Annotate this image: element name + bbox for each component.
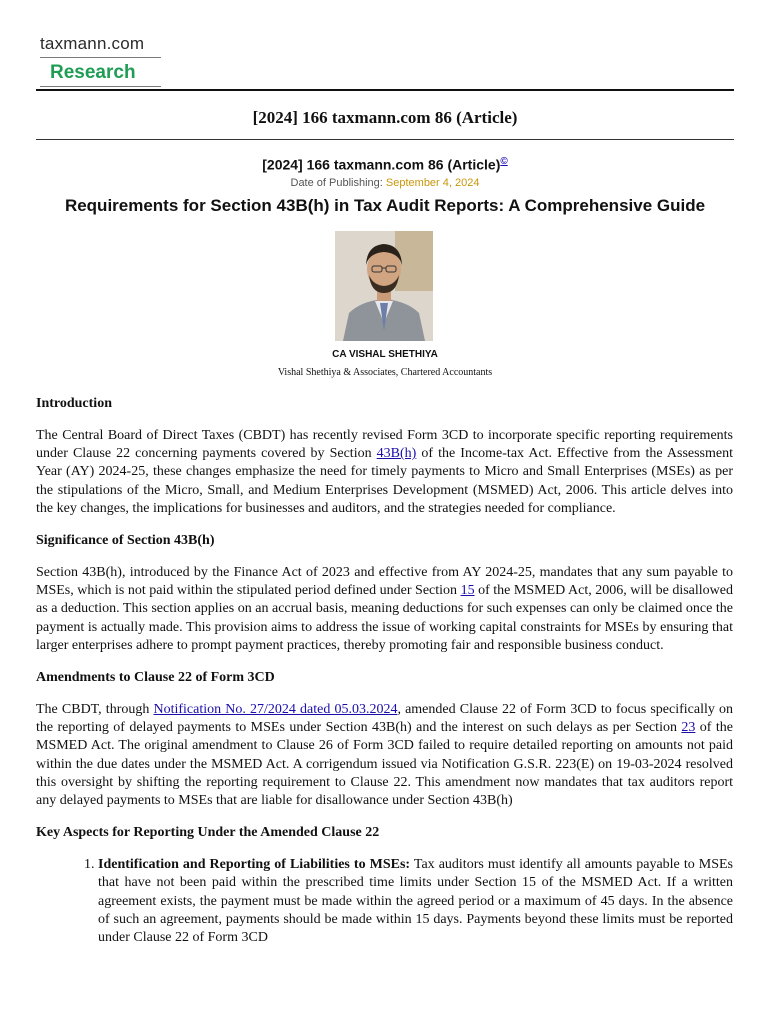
logo-wordmark: taxmann.com (40, 34, 145, 53)
significance-paragraph (36, 564, 733, 655)
article-citation (36, 156, 734, 173)
intro-paragraph (36, 427, 733, 518)
amendments-text-c: of the MSMED Act. The original amendment to Clause 26 of Form 3CD failed to require detailed reporting on amounts not paid within the due dates under the MSMED Act. A corrigendum issued via Notification G.S.R. 223(E) on 19-03-2024 resolved this oversight by shifting the reporting requirement to Clause 22. This amendment now mandates that tax auditors report any delayed payments to MSEs that are liable for disallowance under Section 43B(h) (36, 720, 733, 809)
logo-divider-bottom (40, 86, 161, 87)
intro-text-a: The Central Board of Direct Taxes (CBDT) has recently revised Form 3CD to incorporate specific reporting requirements under Clause 22 concerning payments covered by Section (36, 428, 733, 462)
copyright-link[interactable]: © (500, 156, 508, 167)
list-item-title: Identification and Reporting of Liabilities to MSEs: (98, 857, 411, 873)
publish-date-value: September 4, 2024 (385, 177, 480, 189)
notification-link[interactable]: Notification No. 27/2024 dated 05.03.2024 (153, 702, 398, 718)
header-citation: [2024] 166 taxmann.com 86 (Article) (252, 108, 518, 127)
logo-research-label: Research (50, 62, 136, 83)
key-aspects-heading: Key Aspects for Reporting Under the Amended Clause 22 (36, 825, 380, 841)
article-title: Requirements for Section 43B(h) in Tax Audit Reports: A Comprehensive Guide (64, 196, 706, 215)
publish-date-label: Date of Publishing: (290, 177, 383, 189)
section-15-link[interactable]: 15 (460, 583, 475, 599)
amendments-text-b: , amended Clause 22 of Form 3CD to focus specifically on the reporting of delayed payments to MSEs under Section 43B(h) and the interest on such delays as per Section (36, 702, 733, 736)
intro-heading: Introduction (36, 396, 112, 411)
publish-date (36, 177, 734, 189)
author-photo-illustration (335, 231, 433, 341)
list-item-text: Tax auditors must identify all amounts payable to MSEs that have not been paid within the prescribed time limits under Section 15 of the MSMED Act. If a written agreement exists, the payment must be made within the agreed period or a maximum of 45 days. In the absence of such an agreement, payments should be made within 15 days. Payments beyond these limits must be reported under Clause 22 of Form 3CD (98, 857, 733, 946)
list-item (98, 856, 733, 947)
significance-text-b: of the MSMED Act, 2006, will be disallowed as a deduction. This section applies on an accrual basis, meaning deductions for such expenses can only be claimed once the payment is actually made. This provision aims to address the issue of working capital constraints for MSEs by ensuring that larger enterprises adhere to prompt payment practices, thereby promoting fair and responsible business conduct. (36, 583, 733, 653)
author-affiliation: Vishal Shethiya & Associates, Chartered Accountants (277, 367, 493, 378)
author-name: CA VISHAL SHETHIYA (332, 349, 438, 360)
amendments-text-a: The CBDT, through (36, 702, 154, 718)
logo-divider (40, 57, 161, 58)
article-body (36, 395, 733, 947)
key-aspects-list (36, 856, 733, 947)
header-rule-thin (36, 139, 734, 140)
significance-heading: Significance of Section 43B(h) (36, 533, 215, 549)
author-photo (335, 231, 433, 341)
article-citation-text: [2024] 166 taxmann.com 86 (Article) (262, 156, 501, 173)
amendments-paragraph (36, 701, 733, 810)
section-23-link[interactable]: 23 (681, 720, 696, 736)
section-43bh-link[interactable]: 43B(h) (376, 446, 417, 462)
taxmann-logo[interactable] (40, 34, 161, 87)
header-rule (36, 89, 734, 91)
intro-text-b: of the Income-tax Act. Effective from the Assessment Year (AY) 2024-25, these changes emphasize the need for timely payments to Micro and Small Enterprises (MSEs) as per the stipulations of the Micro, Small, and Medium Enterprises Development (MSMED) Act, 2006. This article delves into the key changes, the implications for businesses and auditors, and the strategies needed for compliance. (36, 446, 734, 516)
amendments-heading: Amendments to Clause 22 of Form 3CD (36, 670, 275, 686)
significance-text-a: Section 43B(h), introduced by the Finance Act of 2023 and effective from AY 2024-25, mandates that any sum payable to MSEs, which is not paid within the stipulated period defined under Section (36, 565, 733, 599)
